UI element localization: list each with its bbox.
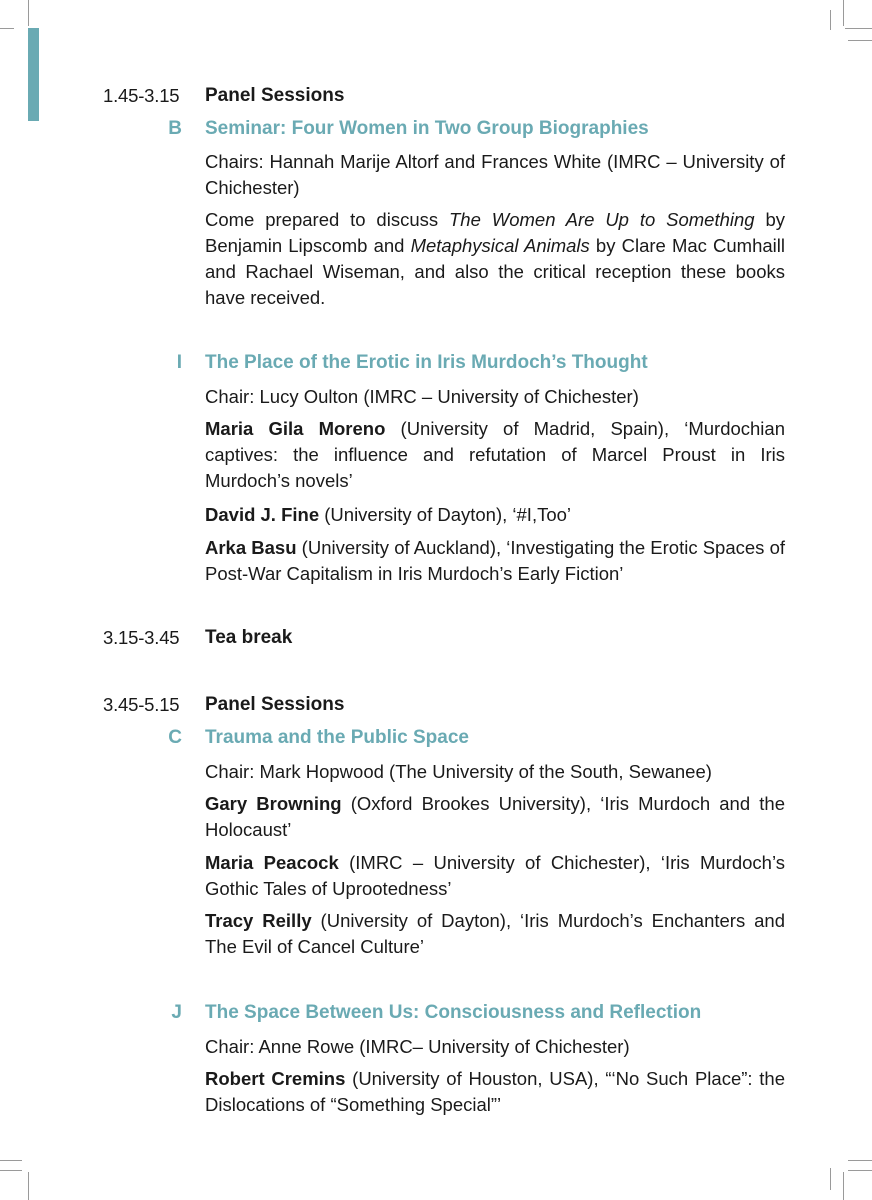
slot-time: 1.45-3.15 xyxy=(103,85,180,106)
panel-title: Trauma and the Public Space xyxy=(205,727,469,748)
paper-entry: Maria Gila Moreno (University of Madrid, Spain), ‘Murdochian captives: the influence and refutation of Marcel Proust in Iris Murdoch’s novels’ xyxy=(205,418,786,491)
speaker-name: Tracy Reilly xyxy=(205,910,312,931)
panel-letter: C xyxy=(168,727,182,748)
panel-chair: Chair: Lucy Oulton (IMRC – University of Chichester) xyxy=(205,386,639,407)
panel-letter: I xyxy=(176,352,182,373)
slot-heading: Panel Sessions xyxy=(205,85,345,106)
speaker-name: Arka Basu xyxy=(205,537,297,558)
panel-title: The Space Between Us: Consciousness and Reflection xyxy=(205,1002,702,1023)
accent-side-bar xyxy=(28,28,39,121)
paper-entry: David J. Fine (University of Dayton), ‘#I,Too’ xyxy=(205,504,572,525)
paper-entry: Tracy Reilly (University of Dayton), ‘Iris Murdoch’s Enchanters and The Evil of Cancel Culture’ xyxy=(205,910,785,957)
panel-letter: B xyxy=(168,118,182,139)
speaker-name: Gary Browning xyxy=(205,793,342,814)
paper-entry: Arka Basu (University of Auckland), ‘Investigating the Erotic Spaces of Post-War Capitalism in Iris Murdoch’s Early Fiction’ xyxy=(205,537,785,584)
panel-chair: Chair: Mark Hopwood (The University of the South, Sewanee) xyxy=(205,761,712,782)
panel-chair: Chair: Anne Rowe (IMRC– University of Chichester) xyxy=(205,1036,630,1057)
panel-letter: J xyxy=(171,1002,182,1023)
book-title: The Women Are Up to Something xyxy=(449,209,755,230)
panel-description: Come prepared to discuss The Women Are Up to Something by Benjamin Lipscomb and Metaphysical Animals by Clare Mac Cumhaill and Rachael Wiseman, and also the critical reception these books have received. xyxy=(205,209,785,308)
paper-entry: Maria Peacock (IMRC – University of Chichester), ‘Iris Murdoch’s Gothic Tales of Uprootedness’ xyxy=(205,852,785,899)
paper-entry: Gary Browning (Oxford Brookes University), ‘Iris Murdoch and the Holocaust’ xyxy=(205,793,785,840)
panel-title: Seminar: Four Women in Two Group Biographies xyxy=(205,118,649,139)
speaker-name: Maria Gila Moreno xyxy=(205,418,386,439)
paper-entry: Robert Cremins (University of Houston, USA), “‘No Such Place”: the Dislocations of “Something Special”’ xyxy=(205,1068,786,1115)
panel-title: The Place of the Erotic in Iris Murdoch’s Thought xyxy=(205,352,648,373)
speaker-name: David J. Fine xyxy=(205,504,320,525)
book-title: Metaphysical Animals xyxy=(410,235,590,256)
slot-time: 3.15-3.45 xyxy=(103,627,180,648)
slot-time: 3.45-5.15 xyxy=(103,694,180,715)
speaker-name: Maria Peacock xyxy=(205,852,339,873)
slot-heading: Panel Sessions xyxy=(205,694,345,715)
slot-heading: Tea break xyxy=(205,627,293,648)
speaker-name: Robert Cremins xyxy=(205,1068,346,1089)
panel-chair: Chairs: Hannah Marije Altorf and Frances White (IMRC – University of Chichester) xyxy=(205,151,785,198)
